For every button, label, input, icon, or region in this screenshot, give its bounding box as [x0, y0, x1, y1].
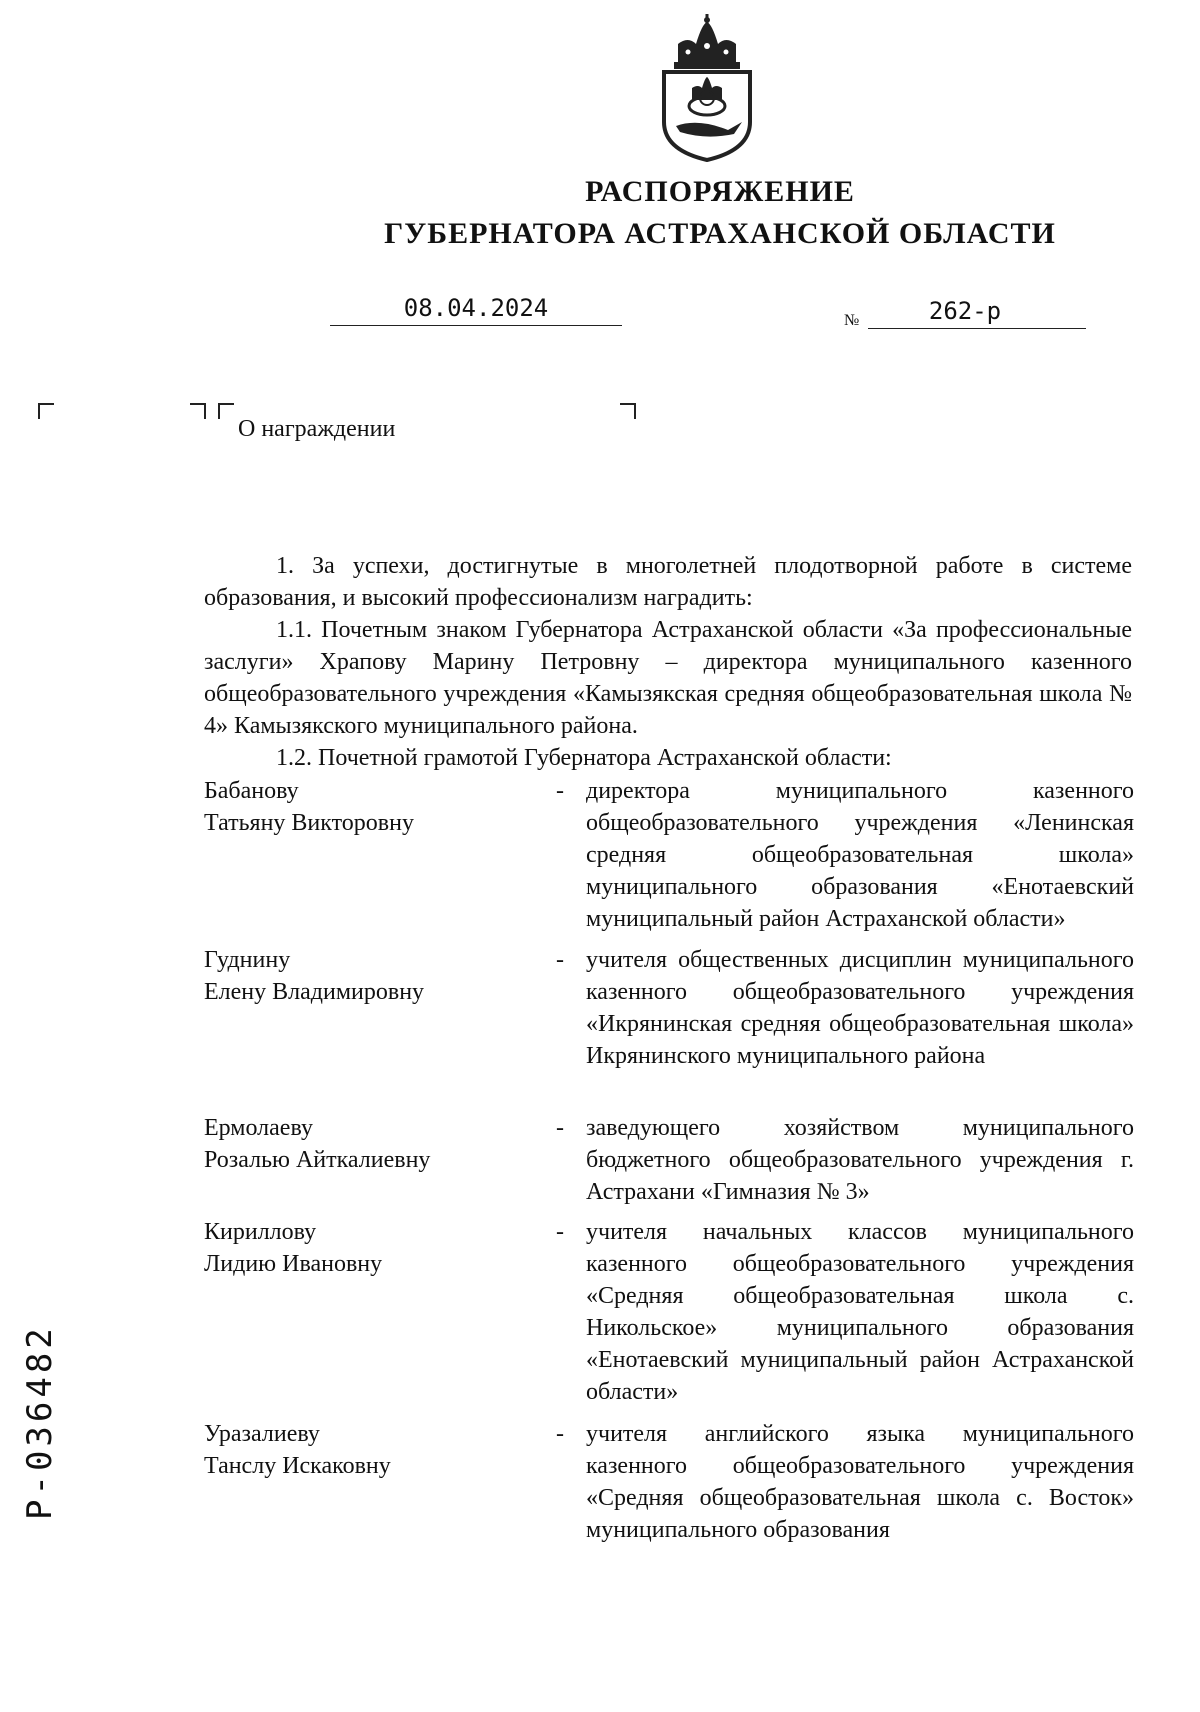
awardee-dash: - — [556, 947, 564, 973]
document-type-title: РАСПОРЯЖЕНИЕ — [585, 175, 855, 208]
awardee-given-names: Лидию Ивановну — [204, 1251, 383, 1277]
subject-bracket-left-outer — [190, 403, 206, 419]
awardee-name — [204, 1216, 534, 1280]
awardee-surname: Бабанову — [204, 778, 299, 804]
awardee-surname: Уразалиеву — [204, 1421, 320, 1447]
number-sign: № — [844, 312, 860, 329]
awardee-description: учителя английского языка муниципального казенного общеобразовательного учреждения «Средняя общеобразовательная школа с. Восток» муниципального образования — [586, 1421, 1134, 1543]
awardee-surname: Кириллову — [204, 1219, 317, 1245]
document-date: 08.04.2024 — [330, 293, 622, 326]
paragraph-1-1 — [204, 614, 1132, 742]
awardee-description: директора муниципального казенного общеобразовательного учреждения «Ленинская средняя общеобразовательная школа» муниципального образования «Енотаевский муниципальный район Астраханской области» — [586, 778, 1134, 932]
paragraph-1-text: 1. За успехи, достигнутые в многолетней плодотворной работе в системе образования, и высокий профессионализм наградить: — [204, 553, 1132, 611]
paragraph-1-1-text: 1.1. Почетным знаком Губернатора Астраханской области «За профессиональные заслуги» Храпову Марину Петровну – директора муниципального казенного общеобразовательного учреждения «Камызякская средняя общеобразовательная школа № 4» Камызякского муниципального района. — [204, 617, 1132, 739]
awardee-given-names: Елену Владимировну — [204, 979, 425, 1005]
awardee-name — [204, 1418, 534, 1482]
left-margin-bracket — [38, 403, 54, 419]
awardee-dash: - — [556, 1421, 564, 1447]
awardee-given-names: Розалью Айткалиевну — [204, 1147, 431, 1173]
awardee-description: учителя начальных классов муниципального казенного общеобразовательного учреждения «Средняя общеобразовательная школа с. Никольское» муниципального образования «Енотаевский муниципальный район Астраханской области» — [586, 1219, 1134, 1405]
astrakhan-coat-of-arms-icon — [658, 14, 756, 162]
awardee-given-names: Татьяну Викторовну — [204, 810, 414, 836]
form-serial-number: Р-036482 — [20, 1324, 60, 1520]
paragraph-1-2-text: 1.2. Почетной грамотой Губернатора Астраханской области: — [276, 745, 892, 771]
awardee-surname: Гуднину — [204, 947, 291, 973]
awardee-description: заведующего хозяйством муниципального бюджетного общеобразовательного учреждения г. Астрахани «Гимназия № 3» — [586, 1115, 1134, 1205]
awardee-description: учителя общественных дисциплин муниципального казенного общеобразовательного учреждения «Икрянинская средняя общеобразовательная школа» Икрянинского муниципального района — [586, 947, 1134, 1069]
document-subject: О награждении — [238, 416, 396, 442]
subject-bracket-left-inner — [218, 403, 234, 419]
document-number-field — [868, 296, 1086, 329]
awardee-name — [204, 775, 534, 839]
awardee-dash: - — [556, 778, 564, 804]
awardee-surname: Ермолаеву — [204, 1115, 313, 1141]
paragraph-1-2 — [204, 742, 1132, 774]
awardee-name — [204, 944, 534, 1008]
awardee-dash: - — [556, 1115, 564, 1141]
awardee-given-names: Танслу Искаковну — [204, 1453, 391, 1479]
document-number: 262-р — [928, 297, 1002, 325]
paragraph-1 — [204, 550, 1132, 614]
awardee-dash: - — [556, 1219, 564, 1245]
subject-bracket-right — [620, 403, 636, 419]
awardee-name — [204, 1112, 534, 1176]
issuer-title: ГУБЕРНАТОРА АСТРАХАНСКОЙ ОБЛАСТИ — [384, 217, 1056, 250]
